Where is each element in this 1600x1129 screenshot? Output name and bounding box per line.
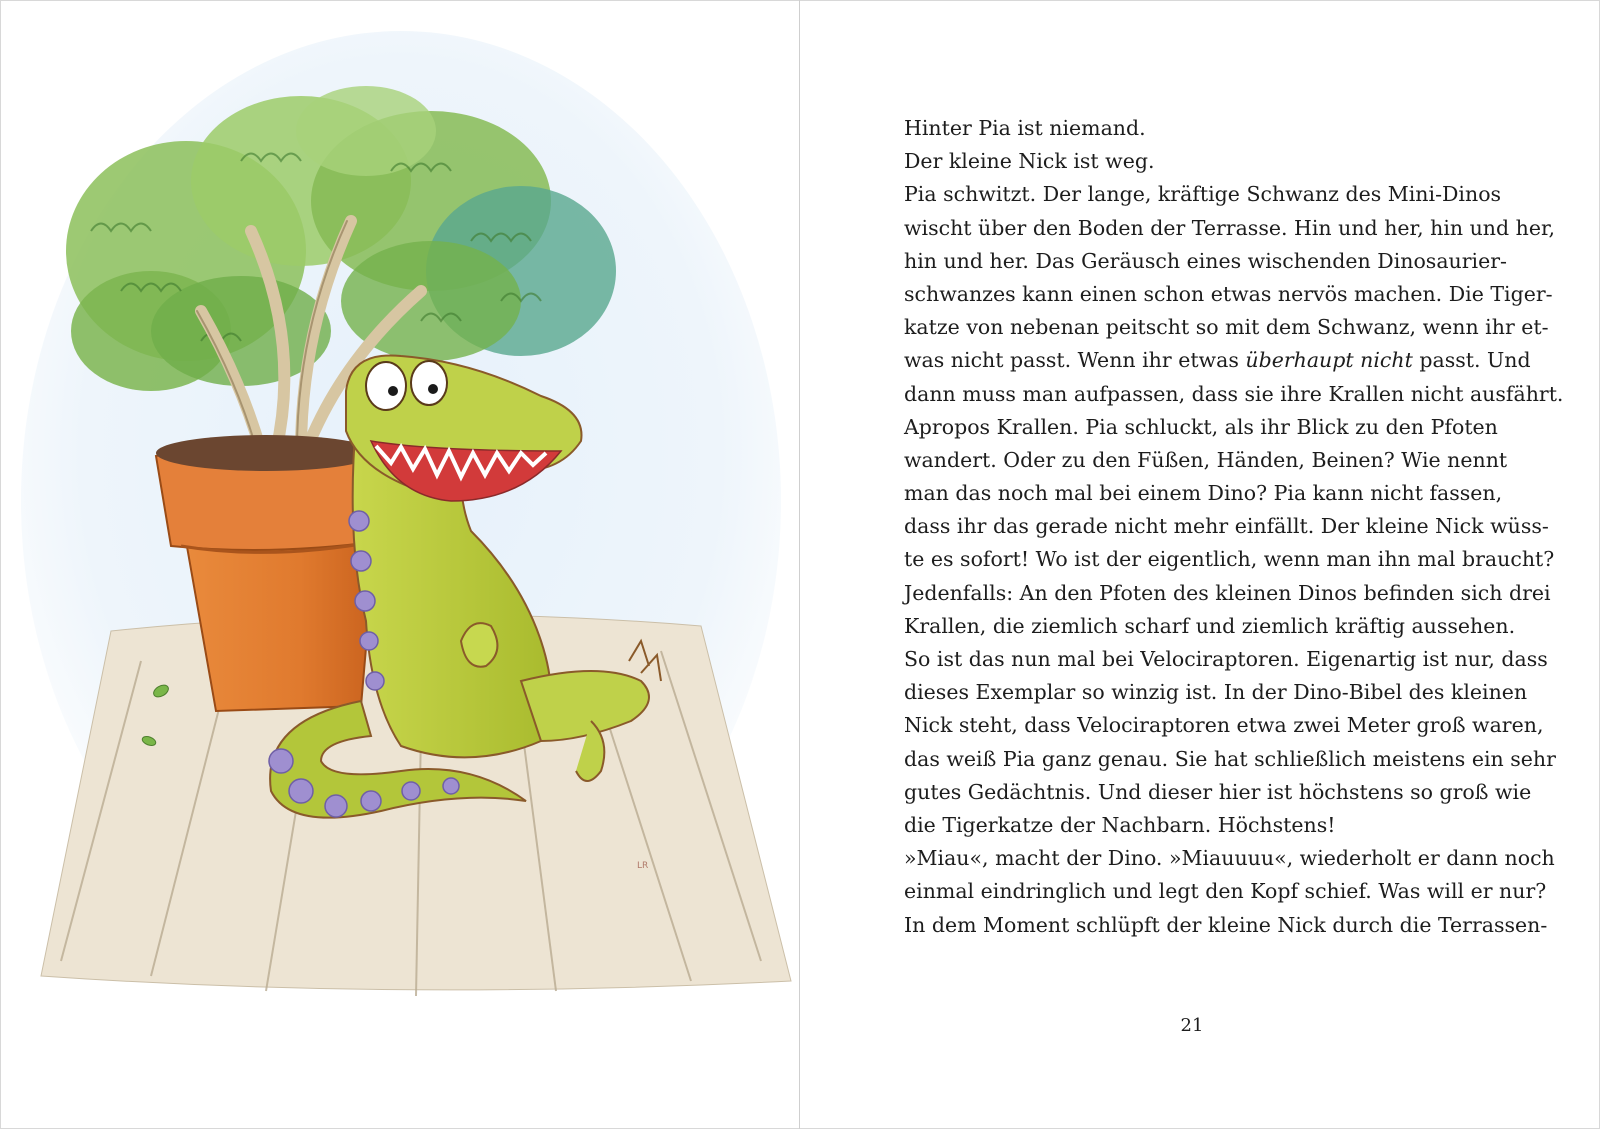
- right-page: [800, 1, 1599, 1128]
- text-line: das weiß Pia ganz genau. Sie hat schließlich meistens ein sehr: [904, 746, 1556, 771]
- text-run: was nicht passt. Wenn ihr etwas: [904, 348, 1246, 373]
- text-line: die Tigerkatze der Nachbarn. Höchstens!: [904, 812, 1336, 837]
- text-line: hin und her. Das Geräusch eines wischenden Dinosaurier-: [904, 248, 1507, 273]
- text-line: dann muss man aufpassen, dass sie ihre Krallen nicht ausfährt.: [904, 381, 1564, 406]
- text-line: Krallen, die ziemlich scharf und ziemlich kräftig aussehen.: [904, 613, 1516, 638]
- text-line: Pia schwitzt. Der lange, kräftige Schwanz des Mini-Dinos: [904, 182, 1502, 207]
- text-line: te es sofort! Wo ist der eigentlich, wenn man ihn mal braucht?: [904, 547, 1555, 572]
- dino-illustration-icon: [1, 1, 799, 1128]
- text-line: man das noch mal bei einem Dino? Pia kann nicht fassen,: [904, 481, 1503, 506]
- text-line: schwanzes kann einen schon etwas nervös machen. Die Tiger-: [904, 281, 1553, 306]
- text-line: dieses Exemplar so winzig ist. In der Dino-Bibel des kleinen: [904, 680, 1528, 705]
- text-line: wischt über den Boden der Terrasse. Hin und her, hin und her,: [904, 215, 1556, 240]
- story-text: [904, 112, 1564, 942]
- text-line: einmal eindringlich und legt den Kopf schief. Was will er nur?: [904, 879, 1547, 904]
- page-number: 21: [1180, 1015, 1204, 1036]
- text-line: [904, 344, 1531, 377]
- text-line: katze von nebenan peitscht so mit dem Schwanz, wenn ihr et-: [904, 315, 1549, 340]
- text-line: In dem Moment schlüpft der kleine Nick durch die Terrassen-: [904, 912, 1548, 937]
- text-line: Der kleine Nick ist weg.: [904, 149, 1155, 174]
- text-run: passt. Und: [1412, 348, 1531, 373]
- text-line: gutes Gedächtnis. Und dieser hier ist höchstens so groß wie: [904, 779, 1532, 804]
- text-line: »Miau«, macht der Dino. »Miauuuu«, wiederholt er dann noch: [904, 846, 1555, 871]
- artist-signature: LR: [637, 861, 649, 871]
- text-line: Apropos Krallen. Pia schluckt, als ihr Blick zu den Pfoten: [904, 414, 1498, 439]
- emphasis-run: überhaupt nicht: [1245, 348, 1413, 373]
- left-page: [1, 1, 799, 1128]
- text-line: So ist das nun mal bei Velociraptoren. Eigenartig ist nur, dass: [904, 647, 1548, 671]
- text-line: dass ihr das gerade nicht mehr einfällt. Der kleine Nick wüss-: [904, 514, 1549, 539]
- text-line: Hinter Pia ist niemand.: [904, 116, 1146, 140]
- text-line: Nick steht, dass Velociraptoren etwa zwei Meter groß waren,: [904, 713, 1544, 738]
- text-line: wandert. Oder zu den Füßen, Händen, Beinen? Wie nennt: [904, 447, 1508, 472]
- text-line: Jedenfalls: An den Pfoten des kleinen Dinos befinden sich drei: [904, 580, 1551, 605]
